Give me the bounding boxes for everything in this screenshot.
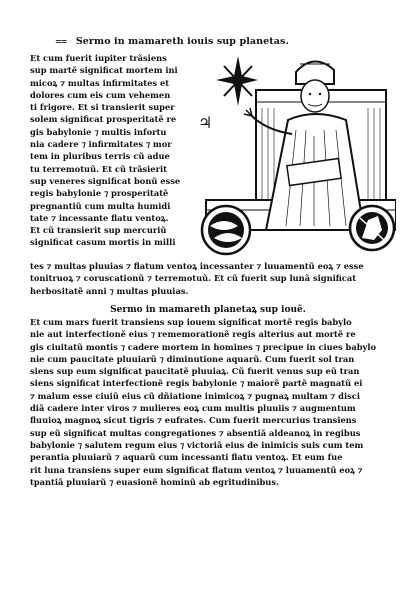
paragraph-mars bbox=[30, 316, 392, 488]
astrologer-woodcut bbox=[196, 50, 396, 262]
text-line: tem in pluribus terris cũ adue bbox=[30, 151, 170, 162]
text-line: nie cum paucitate pluuiarũ ⁊ diminutione aquarũ. Cum fuerit sol tran bbox=[30, 353, 355, 364]
text-line: siens sup eum significat paucitatẽ pluuiaꝝ. Cũ fuerit venus sup eũ tran bbox=[30, 366, 360, 377]
text-line: ⁊ malum esse ciuiũ eius cũ dñiatione inimicoꝝ ⁊ pugnaꝝ multam ⁊ disci bbox=[30, 390, 361, 401]
text-line: diã cadere inter viros ⁊ mulieres eoꝝ cum multis pluuiis ⁊ augmentum bbox=[30, 403, 356, 414]
text-line: ti frigore. Et si transierit super bbox=[30, 102, 175, 113]
narrow-column-text bbox=[30, 52, 200, 249]
text-line: sup veneres significat bonũ esse bbox=[30, 175, 181, 186]
text-line: solem significat prosperitatẽ re bbox=[30, 114, 177, 125]
text-line: Et cum mars fuerit transiens sup iouem significat mortẽ regis babylo bbox=[30, 317, 352, 327]
text-line: perantia pluuiarũ ⁊ aquarũ cum incessanti flatu ventoꝝ. Et eum fue bbox=[30, 452, 343, 463]
section-heading-planets: Sermo in mamareth planetaꝝ sup iouẽ. bbox=[110, 305, 306, 315]
text-line: sup martẽ significat mortem ini bbox=[30, 65, 178, 76]
star-icon bbox=[216, 56, 258, 106]
text-line: Et cum fuerit iupiter trãsiens bbox=[30, 53, 167, 63]
heading-mark: == bbox=[55, 36, 67, 46]
text-line: tonitruoꝝ ⁊ coruscationũ ⁊ terremotuũ. Et cũ fuerit sup lunã significat bbox=[30, 273, 357, 284]
text-line: babylonie ⁊ salutem regum eius ⁊ victoriã eius de inimicis suis cum tem bbox=[30, 439, 364, 450]
text-line: nie aut interfectionẽ eius ⁊ rememorationẽ regis alterius aut mortẽ re bbox=[30, 329, 356, 340]
text-line: dolores cum eis cum vehemen bbox=[30, 89, 171, 100]
text-line: gis babylonie ⁊ multis infortu bbox=[30, 126, 167, 137]
heading-text: Sermo in mamareth iouis sup planetas. bbox=[75, 36, 289, 47]
text-line: micoꝝ ⁊ multas infirmitates et bbox=[30, 77, 170, 88]
text-line: regis babylonie ⁊ prosperitatẽ bbox=[30, 188, 169, 199]
text-line: sup eũ significat multas congregationes ⁊ absentiã aldeanoꝝ in regibus bbox=[30, 427, 361, 438]
text-line: rit luna transiens super eum significat flatum ventoꝝ ⁊ luuamentũ eoꝝ ⁊ bbox=[30, 464, 363, 475]
text-line: tate ⁊ incessante flatu ventoꝝ. bbox=[30, 212, 169, 223]
section-heading-jupiter bbox=[55, 36, 355, 47]
sagittarius-sign-icon bbox=[350, 206, 394, 250]
text-line: herbositatẽ anni ⁊ multas pluuias. bbox=[30, 285, 189, 296]
text-line: siens significat interfectionẽ regis babylonie ⁊ maiorẽ partẽ magnatũ ei bbox=[30, 378, 363, 389]
text-line: Et cũ transierit sup mercuriũ bbox=[30, 225, 167, 236]
text-line: nia cadere ⁊ infirmitates ⁊ mor bbox=[30, 139, 172, 150]
text-line: tes ⁊ multas pluuias ⁊ flatum ventoꝝ incessanter ⁊ luuamentũ eoꝝ ⁊ esse bbox=[30, 261, 364, 271]
text-line: significat casum mortis in milli bbox=[30, 237, 176, 248]
text-line: tu terremotuũ. Et cũ trãsierit bbox=[30, 163, 167, 174]
jupiter-symbol-icon: ♃ bbox=[198, 113, 213, 132]
text-line: tpantiã pluuiarũ ⁊ euasionẽ hominũ ab egritudinibus. bbox=[30, 476, 279, 487]
pisces-sign-icon bbox=[202, 206, 250, 254]
text-line: gis ciuitatũ montis ⁊ cadere mortem in homines ⁊ precipue in ciues babylo bbox=[30, 341, 377, 352]
text-line: pregnantiũ cum multa humidi bbox=[30, 200, 171, 211]
text-line: fluuioꝝ magnoꝝ sicut tigris ⁊ eufrates. Cum fuerit mercurius transiens bbox=[30, 415, 357, 426]
full-width-text bbox=[30, 260, 390, 297]
